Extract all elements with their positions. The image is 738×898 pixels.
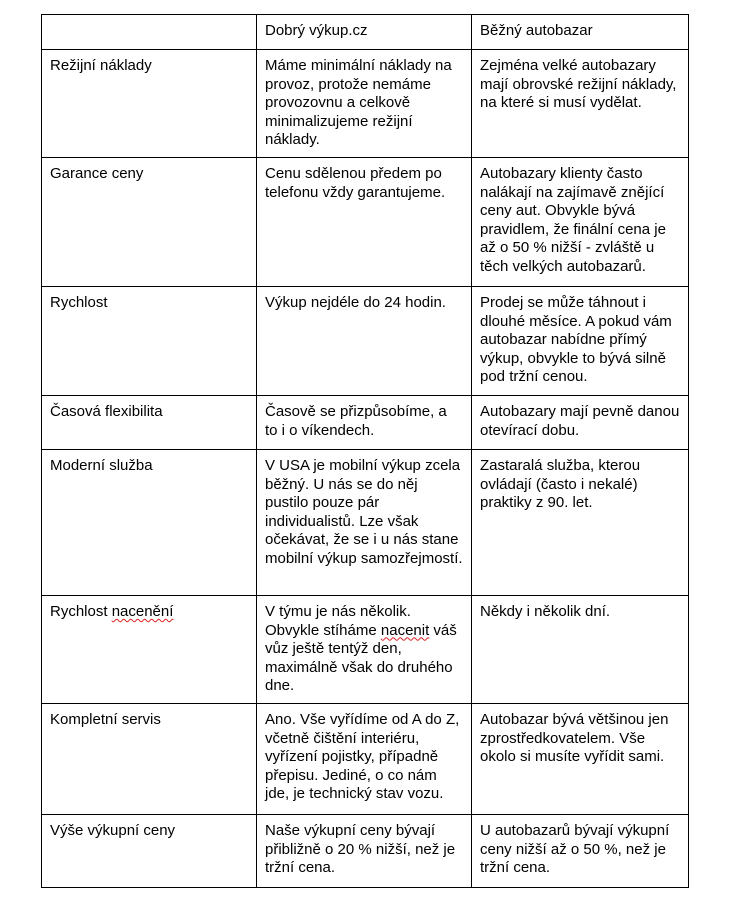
header-dobry-vykup: Dobrý výkup.cz <box>257 15 472 50</box>
dobry-vykup-cell <box>257 596 472 704</box>
autobazar-cell: Někdy i několik dní. <box>472 596 689 704</box>
row-label: Výše výkupní ceny <box>42 815 257 888</box>
autobazar-cell: U autobazarů bývají výkupní ceny nižší až o 50 %, než je tržní cena. <box>472 815 689 888</box>
autobazar-cell: Autobazar bývá většinou jen zprostředkovatelem. Vše okolo si musíte vyřídit sami. <box>472 704 689 815</box>
dobry-vykup-cell: Naše výkupní ceny bývají přibližně o 20 % nižší, než je tržní cena. <box>257 815 472 888</box>
row-label: Garance ceny <box>42 158 257 287</box>
dobry-vykup-cell: Cenu sdělenou předem po telefonu vždy garantujeme. <box>257 158 472 287</box>
header-bezny-autobazar: Běžný autobazar <box>472 15 689 50</box>
table-row <box>42 158 689 287</box>
table-row <box>42 704 689 815</box>
row-label: Režijní náklady <box>42 50 257 158</box>
cell-text-before: V týmu je nás několik. Obvykle stíháme <box>265 603 411 639</box>
row-label: Časová flexibilita <box>42 396 257 450</box>
dobry-vykup-cell: Časově se přizpůsobíme, a to i o víkendech. <box>257 396 472 450</box>
table-row <box>42 815 689 888</box>
autobazar-cell: Autobazary klienty často nalákají na zajímavě znějící ceny aut. Obvykle bývá pravidlem, že finální cena je až o 50 % nižší - zvláště u těch velkých autobazarů. <box>472 158 689 287</box>
table-row <box>42 450 689 596</box>
comparison-table <box>41 14 689 888</box>
table-row <box>42 50 689 158</box>
row-label: Rychlost <box>42 287 257 396</box>
header-empty-cell <box>42 15 257 50</box>
cell-text-after: váš vůz ještě tentýž den, maximálně však do druhého dne. <box>265 621 457 694</box>
row-label: Kompletní servis <box>42 704 257 815</box>
autobazar-cell: Zejména velké autobazary mají obrovské režijní náklady, na které si musí vydělat. <box>472 50 689 158</box>
table-header-row <box>42 15 689 50</box>
row-label <box>42 596 257 704</box>
dobry-vykup-cell: V USA je mobilní výkup zcela běžný. U nás se do něj pustilo pouze pár individualistů. Lze však očekávat, že se i u nás stane mobilní výkup samozřejmostí. <box>257 450 472 596</box>
dobry-vykup-cell: Ano. Vše vyřídíme od A do Z, včetně čištění interiéru, vyřízení pojistky, případně přepisu. Jediné, o co nám jde, je technický stav vozu. <box>257 704 472 815</box>
row-label: Moderní služba <box>42 450 257 596</box>
autobazar-cell: Prodej se může táhnout i dlouhé měsíce. A pokud vám autobazar nabídne přímý výkup, obvykle to bývá silně pod tržní cenou. <box>472 287 689 396</box>
row-label-prefix: Rychlost <box>50 603 112 620</box>
spellcheck-marked-word: nacenit <box>380 621 430 639</box>
table-row <box>42 287 689 396</box>
autobazar-cell: Zastaralá služba, kterou ovládají (často i nekalé) praktiky z 90. let. <box>472 450 689 596</box>
table-row <box>42 396 689 450</box>
dobry-vykup-cell: Máme minimální náklady na provoz, protože nemáme provozovnu a celkově minimalizujeme režijní náklady. <box>257 50 472 158</box>
table-row <box>42 596 689 704</box>
spellcheck-marked-word: nacenění <box>111 603 174 620</box>
dobry-vykup-cell: Výkup nejdéle do 24 hodin. <box>257 287 472 396</box>
autobazar-cell: Autobazary mají pevně danou otevírací dobu. <box>472 396 689 450</box>
